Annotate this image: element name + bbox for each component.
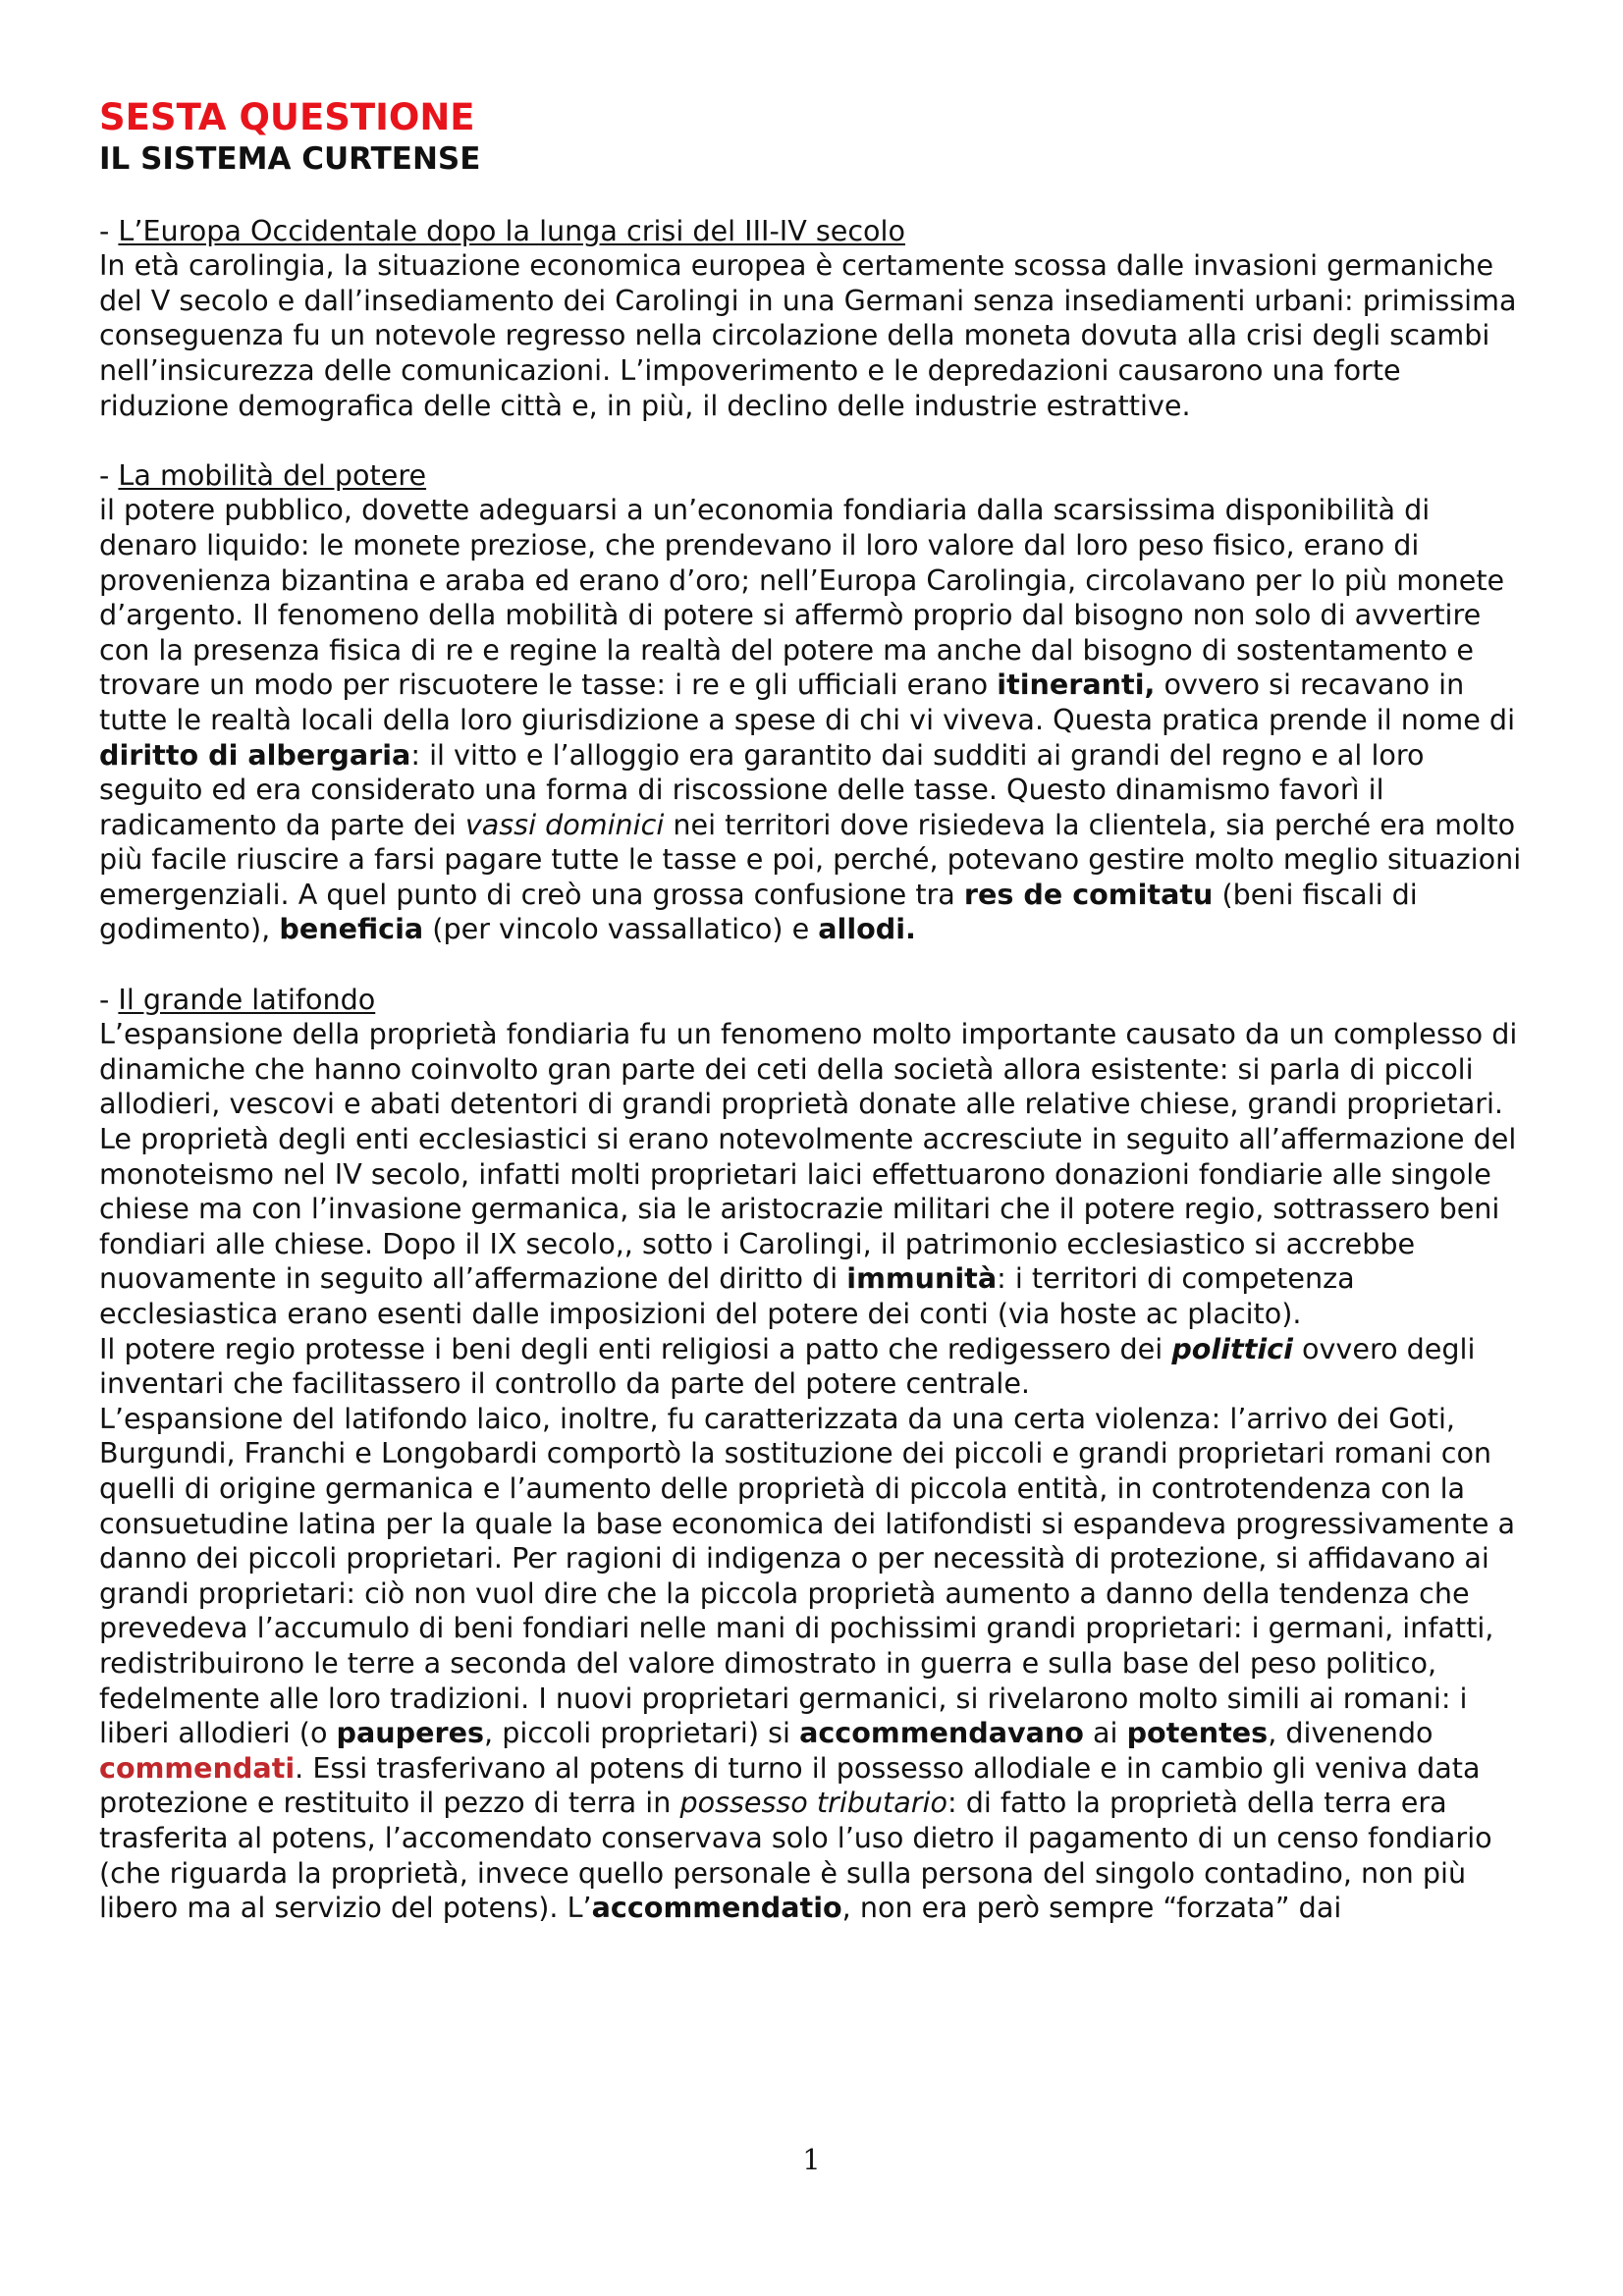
text-run: ai [1083,1716,1127,1750]
text-run: In età carolingia, la situazione economica europea è certamente scossa dalle invasioni germaniche del V secolo e dall’insediamento dei Carolingi in una Germani senza insediamenti urbani: primissima conseguenza fu un notevole regresso nella circolazione della moneta dovuta alla crisi degli scambi nell’insicurezza delle comunicazioni. L’impoverimento e le depredazioni causarono una forte riduzione demografica delle città e, in più, il declino delle industrie estrattive. [99,248,1517,422]
emphasized-term: potentes [1126,1716,1269,1750]
emphasized-term: immunità [846,1261,998,1296]
emphasized-term: pauperes [336,1716,485,1750]
section-dash: - [99,982,119,1016]
section-dash: - [99,457,119,492]
section-heading [99,214,1533,249]
text-run: . Essi trasferivano al potens di turno il possesso allodiale e in cambio gli veniva data protezione e restituito il pezzo di terra in [99,1750,1481,1820]
emphasized-term: itineranti, [997,667,1156,702]
emphasized-term: accommendatio [591,1891,842,1925]
emphasized-term: commendati [99,1750,296,1785]
paragraph [99,1122,1533,1332]
text-run: : il vitto e l’alloggio era garantito dai sudditi ai grandi del regno e al loro seguito ed era considerato una forma di riscossione delle tasse. Questo dinamismo favorì il radicamento da parte dei [99,737,1425,841]
text-run: , non era però sempre “forzata” dai [841,1891,1342,1925]
text-run: Il potere regio protesse i beni degli enti religiosi a patto che redigessero dei [99,1331,1172,1365]
blank-line [99,179,1533,214]
text-run: nei territori dove risiedeva la clientela, sia perché era molto più facile riuscire a farsi pagare tutte le tasse e poi, perché, potevano gestire molto meglio situazioni emergenziali. A quel punto di creò una grossa confusione tra [99,807,1522,911]
blank-line [99,947,1533,983]
document-body [99,96,1533,1926]
emphasized-term: diritto di albergaria [99,737,411,772]
paragraph [99,1017,1533,1122]
emphasized-term: beneficia [279,912,424,946]
paragraph [99,248,1533,423]
emphasized-term: polittici [1171,1331,1293,1365]
text-run: ovvero si recavano in tutte le realtà locali della loro giurisdizione a spese di chi vi viveva. Questa pratica prende il nome di [99,667,1516,736]
text-run: ovvero degli inventari che facilitassero il controllo da parte del potere centrale. [99,1331,1476,1401]
text-run: Le proprietà degli enti ecclesiastici si erano notevolmente accresciute in seguito all’affermazione del monoteismo nel IV secolo, infatti molti proprietari laici effettuarono donazioni fondiarie alle singole chiese ma con l’invasione germanica, sia le aristocrazie militari che il potere regio, sottrassero beni fondiari alle chiese. Dopo il IX secolo,, sotto i Carolingi, il patrimonio ecclesiastico si accrebbe nuovamente in seguito all’affermazione del diritto di [99,1122,1517,1296]
text-run: L’espansione della proprietà fondiaria fu un fenomeno molto importante causato da un complesso di dinamiche che hanno coinvolto gran parte dei ceti della società allora esistente: si parla di piccoli allodieri, vescovi e abati detentori di grandi proprietà donate alle relative chiese, grandi proprietari. [99,1017,1518,1121]
emphasized-term: accommendavano [799,1716,1084,1750]
section-dash: - [99,213,119,247]
text-run: L’espansione del latifondo laico, inoltre, fu caratterizzata da una certa violenza: l’arrivo dei Goti, Burgundi, Franchi e Longobardi comportò la sostituzione dei piccoli e grandi proprietari romani con quelli di origine germanica e l’aumento delle proprietà di piccola entità, in controtendenza con la consuetudine latina per la quale la base economica dei latifondisti si espandeva progressivamente a danno dei piccoli proprietari. Per ragioni di indigenza o per necessità di protezione, si affidavano ai grandi proprietari: ciò non vuol dire che la piccola proprietà aumento a danno della tendenza che prevedeva l’accumulo di beni fondiari nelle mani di pochissimi grandi proprietari: i germani, infatti, redistribuirono le terre a seconda del valore dimostrato in guerra e sulla base del peso politico, fedelmente alle loro tradizioni. I nuovi proprietari germanici, si rivelarono molto simili ai romani: i liberi allodieri (o [99,1401,1516,1750]
paragraph [99,1332,1533,1402]
emphasized-term: allodi. [818,912,916,946]
text-run: (beni fiscali di godimento), [99,877,1418,946]
section-heading [99,983,1533,1018]
emphasized-term: vassi dominici [464,807,665,841]
paragraph [99,1402,1533,1926]
section-heading-text: La mobilità del potere [118,457,427,492]
text-run: : i territori di competenza ecclesiastica erano esenti dalle imposizioni del potere dei conti (via hoste ac placito). [99,1261,1355,1330]
text-run: : di fatto la proprietà della terra era trasferita al potens, l’accomendato conservava solo l’uso dietro il pagamento di un censo fondiario (che riguarda la proprietà, invece quello personale è sulla persona del singolo contadino, non più libero ma al servizio del potens). L’ [99,1786,1492,1925]
text-run: (per vincolo vassallatico) e [423,912,819,946]
section-heading-text: L’Europa Occidentale dopo la lunga crisi del III-IV secolo [118,213,905,247]
emphasized-term: res de comitatu [963,877,1214,911]
document-title: SESTA QUESTIONE [99,96,475,138]
emphasized-term: possesso tributario [679,1786,947,1820]
section-heading-text: Il grande latifondo [118,982,376,1016]
text-run: il potere pubblico, dovette adeguarsi a un’economia fondiaria dalla scarsissima disponibilità di denaro liquido: le monete preziose, che prendevano il loro valore dal loro peso fisico, erano di provenienza bizantina e araba ed erano d’oro; nell’Europa Carolingia, circolavano per lo più monete d’argento. Il fenomeno della mobilità di potere si affermò proprio dal bisogno non solo di avvertire con la presenza fisica di re e regine la realtà del potere ma anche dal bisogno di sostentamento e trovare un modo per riscuotere le tasse: i re e gli ufficiali erano [99,493,1505,702]
blank-line [99,423,1533,458]
sections-container [99,179,1533,1926]
document-subtitle: IL SISTEMA CURTENSE [99,141,481,177]
paragraph [99,493,1533,947]
text-run: , piccoli proprietari) si [484,1716,800,1750]
page-number: 1 [802,2143,821,2176]
text-run: , divenendo [1268,1716,1434,1750]
section-heading [99,458,1533,494]
